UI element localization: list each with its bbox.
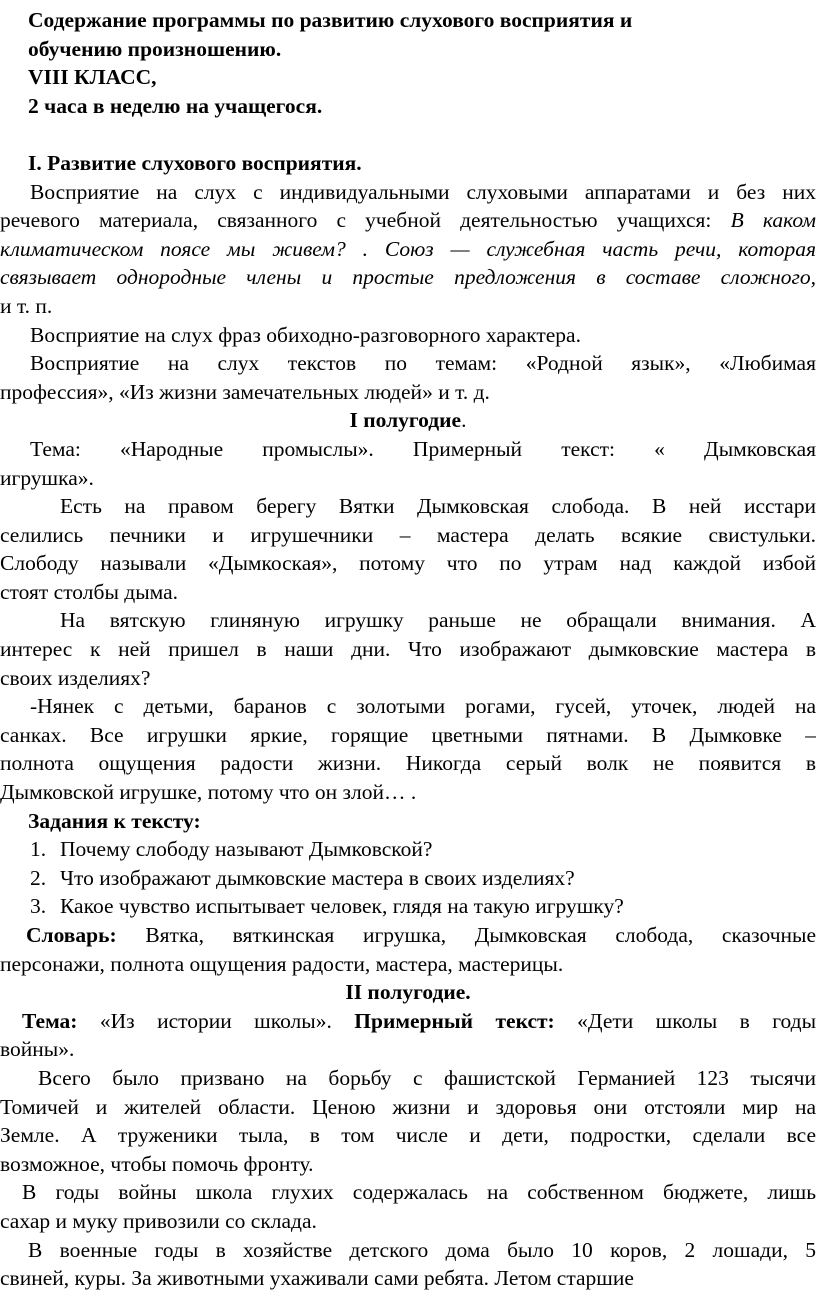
vocabulary-text: Вятка, вяткинская игрушка, Дымковская слобода, сказочные — [145, 923, 816, 947]
text-line: Всего было призвано на борьбу с фашистской Германией 123 тысячи — [38, 1065, 816, 1090]
list-number: 1. — [30, 837, 47, 862]
sample-text-label: Примерный текст: — [354, 1008, 555, 1033]
list-text: Какое чувство испытывает человек, глядя на такую игрушку? — [60, 894, 624, 919]
list-item — [0, 892, 816, 921]
text-line: свиней, куры. За животными ухаживали сами ребята. Летом старшие — [0, 1266, 634, 1291]
heading-dot: . — [461, 408, 467, 433]
text-line: -Нянек с детьми, баранов с золотыми рогами, гусей, уточек, людей на — [30, 694, 816, 719]
text-line: стоят столбы дыма. — [0, 579, 179, 604]
vocabulary-label: Словарь: — [26, 923, 117, 947]
paragraph-line: Восприятие на слух текстов по темам: «Родной язык», «Любимая — [30, 351, 816, 376]
paragraph-line: профессия», «Из жизни замечательных людей» и т. д. — [0, 379, 490, 404]
topic-line: игрушка». — [0, 465, 94, 490]
spacer — [0, 120, 816, 149]
text-line: В годы войны школа глухих содержалась на собственном бюджете, лишь — [22, 1180, 816, 1205]
paragraph-text: речевого материала, связанного с учебной деятельностью учащихся: — [0, 208, 712, 233]
italic-example: В каком — [730, 208, 816, 233]
list-text: Что изображают дымковские мастера в своих изделиях? — [60, 865, 575, 890]
doc-title-line-1: Содержание программы по развитию слухового восприятия и — [28, 8, 633, 32]
vocabulary-line — [0, 921, 816, 950]
text-line: селились печники и игрушечники – мастера делать всякие свистульки. — [0, 522, 816, 547]
paragraph-line: Восприятие на слух с индивидуальными слуховыми аппаратами и без них — [30, 179, 816, 204]
list-item — [0, 864, 816, 893]
text-line: На вятскую глиняную игрушку раньше не обращали внимания. А — [60, 608, 816, 633]
topic-line — [0, 1007, 816, 1036]
topic-line: войны». — [0, 1037, 75, 1062]
text-line: сахар и муку привозили со склада. — [0, 1208, 317, 1233]
text-line: полнота ощущения радости жизни. Никогда серый волк не появится в — [0, 751, 816, 776]
half-year-heading-2: II полугодие. — [345, 980, 471, 1005]
text-line: санках. Все игрушки яркие, горящие цветными пятнами. В Дымковке – — [0, 722, 816, 747]
list-number: 3. — [30, 894, 47, 919]
italic-example-line: климатическом поясе мы живем? . Союз — служебная часть речи, которая — [0, 236, 816, 261]
text-line: Слободу называли «Дымкоская», потому что по утрам над каждой избой — [0, 551, 816, 576]
paragraph-line: Восприятие на слух фраз обиходно-разговорного характера. — [30, 322, 581, 347]
list-number: 2. — [30, 865, 47, 890]
text-line: Земле. А труженики тыла, в том числе и дети, подростки, сделали все — [0, 1123, 816, 1148]
document-page — [0, 6, 816, 1293]
text-line: интерес к ней пришел в наши дни. Что изображают дымковские мастера в — [0, 637, 816, 662]
text-line: своих изделиях? — [0, 665, 151, 690]
tasks-heading: Задания к тексту: — [28, 808, 201, 833]
topic-label: Тема: — [22, 1008, 78, 1033]
paragraph-line — [0, 206, 816, 235]
doc-title-line-2: обучению произношению. — [28, 36, 282, 61]
topic-value: «Из истории школы». — [99, 1008, 332, 1033]
vocabulary-line: персонажи, полнота ощущения радости, мастера, мастерицы. — [0, 951, 564, 976]
half-year-heading-1 — [0, 406, 816, 435]
paragraph-line: и т. п. — [0, 293, 53, 318]
list-text: Почему слободу называют Дымковской? — [60, 837, 433, 862]
italic-example-line: связывает однородные члены и простые предложения в составе сложного, — [0, 265, 816, 290]
text-line: Есть на правом берегу Вятки Дымковская слобода. В ней исстари — [60, 494, 816, 519]
topic-line: Тема: «Народные промыслы». Примерный текст: « Дымковская — [30, 436, 816, 461]
hours-label: 2 часа в неделю на учащегося. — [28, 93, 323, 118]
text-line: возможное, чтобы помочь фронту. — [0, 1151, 314, 1176]
half-year-title: I полугодие — [349, 408, 462, 433]
section-heading-hearing: I. Развитие слухового восприятия. — [28, 150, 362, 175]
class-label: VIII КЛАСС, — [28, 65, 157, 90]
text-line: В военные годы в хозяйстве детского дома было 10 коров, 2 лошади, 5 — [28, 1237, 816, 1262]
sample-text-value: «Дети школы в годы — [577, 1008, 816, 1033]
text-line: Томичей и жителей области. Ценою жизни и здоровья они отстояли мир на — [0, 1094, 816, 1119]
list-item — [0, 835, 816, 864]
text-line: Дымковской игрушке, потому что он злой… . — [0, 780, 417, 805]
